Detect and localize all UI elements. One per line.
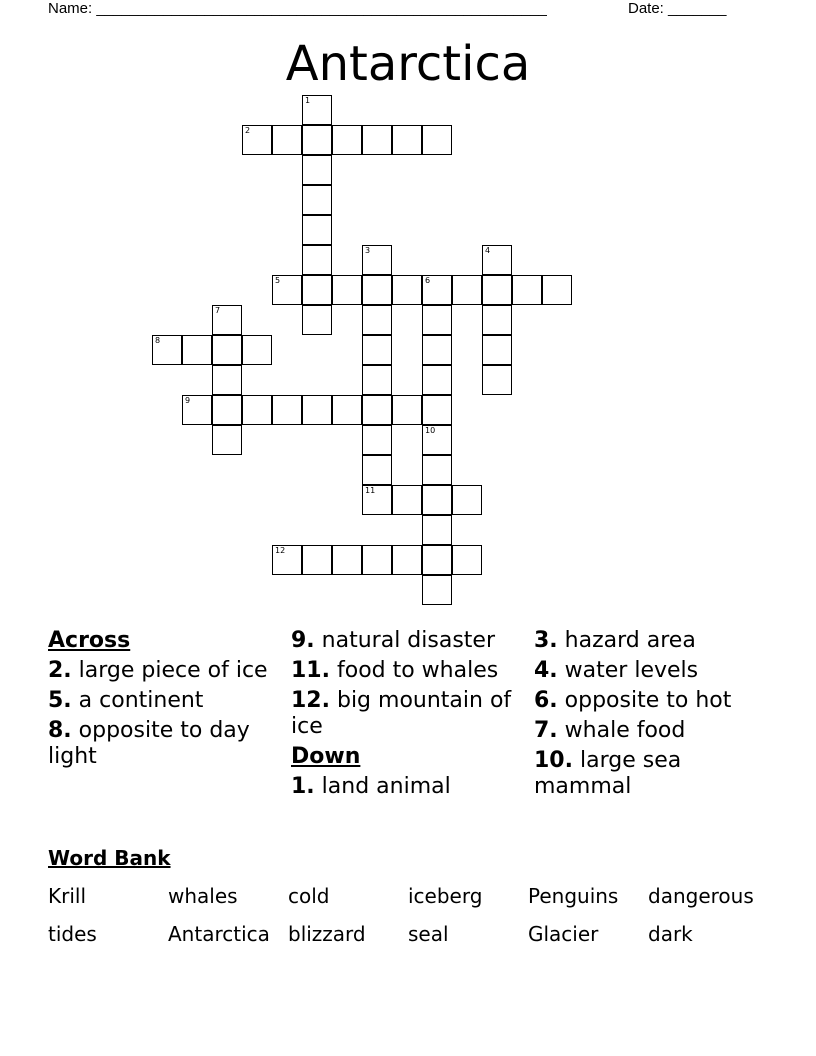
grid-cell[interactable] bbox=[362, 455, 392, 485]
clue-text: whale food bbox=[564, 718, 686, 743]
grid-cell[interactable] bbox=[482, 245, 512, 275]
grid-cell[interactable] bbox=[272, 275, 302, 305]
grid-cell[interactable] bbox=[422, 455, 452, 485]
grid-cell[interactable] bbox=[212, 425, 242, 455]
clue-text: water levels bbox=[564, 658, 699, 683]
date-field[interactable]: Date: _______ bbox=[628, 0, 727, 17]
grid-cell[interactable] bbox=[332, 545, 362, 575]
grid-cell[interactable] bbox=[422, 515, 452, 545]
clue-text: hazard area bbox=[564, 628, 696, 653]
clue-down-1 bbox=[291, 774, 523, 800]
grid-cell[interactable] bbox=[452, 485, 482, 515]
down-heading: Down bbox=[291, 744, 361, 769]
grid-cell[interactable] bbox=[422, 365, 452, 395]
grid-cell[interactable] bbox=[272, 125, 302, 155]
clues-column-1 bbox=[48, 628, 274, 774]
grid-cell[interactable] bbox=[362, 365, 392, 395]
grid-cell[interactable] bbox=[272, 395, 302, 425]
grid-cell[interactable] bbox=[422, 305, 452, 335]
grid-clue-number: 3 bbox=[365, 246, 371, 255]
grid-cell[interactable] bbox=[302, 275, 332, 305]
clue-number: 11. bbox=[291, 658, 330, 683]
grid-cell[interactable] bbox=[422, 425, 452, 455]
grid-clue-number: 10 bbox=[425, 426, 436, 435]
grid-clue-number: 2 bbox=[245, 126, 251, 135]
grid-cell[interactable] bbox=[242, 125, 272, 155]
clue-text: food to whales bbox=[336, 658, 499, 683]
grid-cell[interactable] bbox=[362, 395, 392, 425]
clue-across-9 bbox=[291, 628, 523, 654]
clue-across-11 bbox=[291, 658, 523, 684]
grid-cell[interactable] bbox=[302, 305, 332, 335]
clues-column-3 bbox=[534, 628, 766, 804]
grid-cell[interactable] bbox=[362, 125, 392, 155]
grid-cell[interactable] bbox=[212, 365, 242, 395]
clue-number: 2. bbox=[48, 658, 72, 683]
grid-cell[interactable] bbox=[452, 275, 482, 305]
grid-cell[interactable] bbox=[302, 245, 332, 275]
clue-text: opposite to day light bbox=[48, 718, 250, 769]
grid-cell[interactable] bbox=[422, 125, 452, 155]
clue-number: 12. bbox=[291, 688, 330, 713]
grid-cell[interactable] bbox=[422, 335, 452, 365]
word-bank-title: Word Bank bbox=[48, 846, 171, 870]
grid-cell[interactable] bbox=[542, 275, 572, 305]
grid-cell[interactable] bbox=[392, 275, 422, 305]
grid-cell[interactable] bbox=[482, 335, 512, 365]
grid-cell[interactable] bbox=[302, 395, 332, 425]
grid-cell[interactable] bbox=[362, 275, 392, 305]
clue-number: 5. bbox=[48, 688, 72, 713]
grid-cell[interactable] bbox=[332, 275, 362, 305]
clue-text: opposite to hot bbox=[564, 688, 732, 713]
clue-number: 6. bbox=[534, 688, 558, 713]
clue-text: natural disaster bbox=[321, 628, 495, 653]
grid-cell[interactable] bbox=[512, 275, 542, 305]
grid-clue-number: 4 bbox=[485, 246, 491, 255]
clue-across-8 bbox=[48, 718, 274, 770]
grid-cell[interactable] bbox=[242, 395, 272, 425]
grid-cell[interactable] bbox=[272, 545, 302, 575]
clue-number: 10. bbox=[534, 748, 573, 773]
clue-down-6 bbox=[534, 688, 766, 714]
clue-down-7 bbox=[534, 718, 766, 744]
word-bank-item: iceberg bbox=[408, 884, 483, 908]
grid-clue-number: 7 bbox=[215, 306, 221, 315]
grid-clue-number: 11 bbox=[365, 486, 376, 495]
clue-number: 1. bbox=[291, 774, 315, 799]
grid-cell[interactable] bbox=[452, 545, 482, 575]
word-bank-item: Penguins bbox=[528, 884, 619, 908]
word-bank-item: Antarctica bbox=[168, 922, 270, 946]
word-bank-item: seal bbox=[408, 922, 449, 946]
grid-cell[interactable] bbox=[422, 275, 452, 305]
grid-cell[interactable] bbox=[482, 305, 512, 335]
name-field[interactable]: Name: ______________________________________________________ bbox=[48, 0, 547, 17]
grid-cell[interactable] bbox=[302, 155, 332, 185]
page-title: Antarctica bbox=[285, 36, 531, 92]
grid-cell[interactable] bbox=[362, 245, 392, 275]
clue-number: 8. bbox=[48, 718, 72, 743]
word-bank-item: dark bbox=[648, 922, 693, 946]
grid-cell[interactable] bbox=[392, 545, 422, 575]
grid-cell[interactable] bbox=[332, 125, 362, 155]
grid-cell[interactable] bbox=[362, 425, 392, 455]
clues-column-2 bbox=[291, 628, 523, 804]
clue-across-12 bbox=[291, 688, 523, 740]
grid-clue-number: 12 bbox=[275, 546, 286, 555]
grid-cell[interactable] bbox=[302, 125, 332, 155]
header bbox=[48, 0, 748, 20]
grid-cell[interactable] bbox=[212, 305, 242, 335]
grid-cell[interactable] bbox=[212, 395, 242, 425]
word-bank-item: Glacier bbox=[528, 922, 599, 946]
clue-across-2 bbox=[48, 658, 274, 684]
grid-cell[interactable] bbox=[302, 185, 332, 215]
clue-number: 4. bbox=[534, 658, 558, 683]
grid-cell[interactable] bbox=[302, 95, 332, 125]
grid-cell[interactable] bbox=[362, 485, 392, 515]
grid-cell[interactable] bbox=[332, 395, 362, 425]
grid-cell[interactable] bbox=[182, 395, 212, 425]
grid-cell[interactable] bbox=[482, 275, 512, 305]
grid-cell[interactable] bbox=[392, 125, 422, 155]
across-heading: Across bbox=[48, 628, 131, 653]
grid-cell[interactable] bbox=[422, 395, 452, 425]
clue-number: 7. bbox=[534, 718, 558, 743]
grid-cell[interactable] bbox=[362, 305, 392, 335]
clue-text: large piece of ice bbox=[78, 658, 268, 683]
clue-across-5 bbox=[48, 688, 274, 714]
grid-cell[interactable] bbox=[392, 485, 422, 515]
grid-cell[interactable] bbox=[212, 335, 242, 365]
word-bank-item: blizzard bbox=[288, 922, 366, 946]
clue-number: 3. bbox=[534, 628, 558, 653]
grid-clue-number: 8 bbox=[155, 336, 161, 345]
grid-cell[interactable] bbox=[422, 545, 452, 575]
word-bank-item: tides bbox=[48, 922, 97, 946]
grid-cell[interactable] bbox=[392, 395, 422, 425]
clue-text: a continent bbox=[78, 688, 204, 713]
grid-cell[interactable] bbox=[422, 575, 452, 605]
grid-cell[interactable] bbox=[182, 335, 212, 365]
word-bank-item: dangerous bbox=[648, 884, 754, 908]
grid-cell[interactable] bbox=[152, 335, 182, 365]
clue-down-3 bbox=[534, 628, 766, 654]
clue-number: 9. bbox=[291, 628, 315, 653]
word-bank bbox=[48, 884, 788, 946]
grid-clue-number: 6 bbox=[425, 276, 431, 285]
clue-text: land animal bbox=[321, 774, 451, 799]
clue-down-10 bbox=[534, 748, 766, 800]
clue-down-4 bbox=[534, 658, 766, 684]
grid-cell[interactable] bbox=[242, 335, 272, 365]
grid-cell[interactable] bbox=[482, 365, 512, 395]
word-bank-item: Krill bbox=[48, 884, 87, 908]
grid-clue-number: 9 bbox=[185, 396, 191, 405]
clue-text: large sea mammal bbox=[534, 748, 682, 799]
word-bank-item: whales bbox=[168, 884, 238, 908]
grid-clue-number: 5 bbox=[275, 276, 281, 285]
grid-cell[interactable] bbox=[302, 215, 332, 245]
grid-clue-number: 1 bbox=[305, 96, 311, 105]
grid-cell[interactable] bbox=[302, 545, 332, 575]
grid-cell[interactable] bbox=[362, 335, 392, 365]
clue-text: big mountain of ice bbox=[291, 688, 512, 739]
grid-cell[interactable] bbox=[422, 485, 452, 515]
word-bank-item: cold bbox=[288, 884, 330, 908]
grid-cell[interactable] bbox=[362, 545, 392, 575]
